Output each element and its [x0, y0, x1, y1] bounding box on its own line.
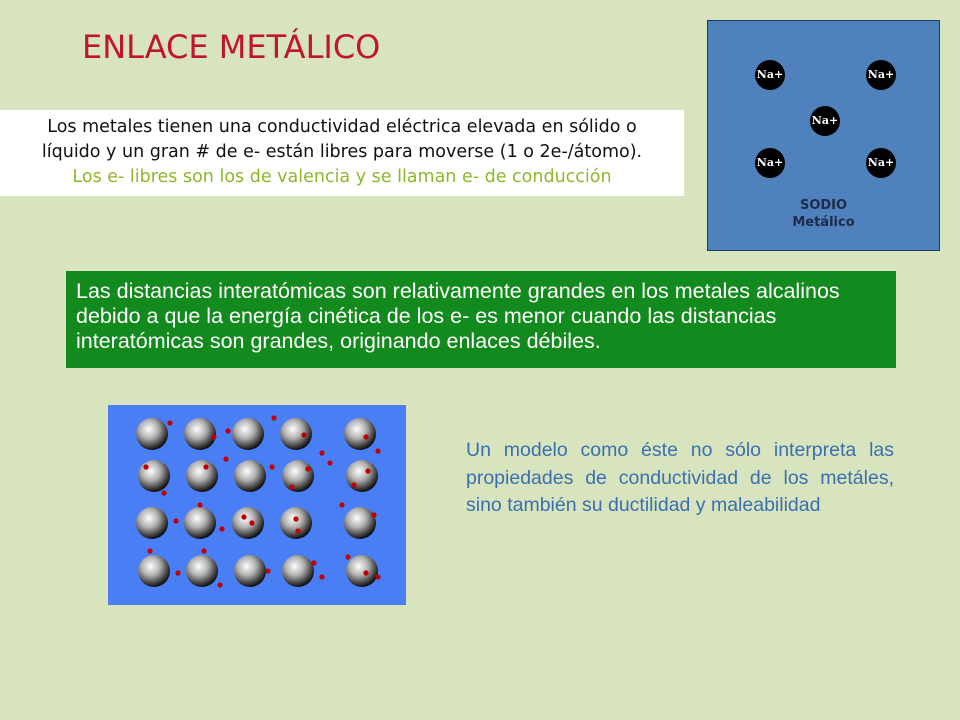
- atom: [136, 507, 168, 539]
- free-electron: [143, 464, 148, 469]
- atom: [344, 507, 376, 539]
- sodium-caption: [708, 197, 939, 231]
- intro-text-box: [0, 110, 684, 196]
- sodium-ion: Na+: [866, 148, 896, 178]
- free-electron: [225, 428, 230, 433]
- electron-sea-model: [108, 405, 406, 605]
- interatomic-distance-note: Las distancias interatómicas son relativamente grandes en los metales alcalinos debido a que la energía cinética de los e- es menor cuando las distancias interatómicas son grandes, originando enlaces débiles.: [66, 271, 896, 368]
- sodium-ion: Na+: [866, 60, 896, 90]
- atom: [232, 418, 264, 450]
- free-electron: [363, 570, 368, 575]
- free-electron: [351, 482, 356, 487]
- free-electron: [249, 520, 254, 525]
- free-electron: [211, 434, 216, 439]
- atom: [138, 460, 170, 492]
- model-description: Un modelo como éste no sólo interpreta las propiedades de conductividad de los metáles, sino también su ductilidad y maleabilidad: [466, 439, 894, 516]
- free-electron: [241, 514, 246, 519]
- free-electron: [371, 512, 376, 517]
- atom: [184, 507, 216, 539]
- free-electron: [289, 484, 294, 489]
- sodium-ion: Na+: [755, 60, 785, 90]
- free-electron: [161, 490, 166, 495]
- free-electron: [271, 415, 276, 420]
- page-title: ENLACE METÁLICO: [82, 28, 381, 66]
- free-electron: [339, 502, 344, 507]
- intro-line-3: Los e- libres son los de valencia y se llaman e- de conducción: [72, 167, 612, 187]
- free-electron: [305, 466, 310, 471]
- sodium-caption-line-2: Metálico: [792, 215, 855, 230]
- atom: [346, 460, 378, 492]
- intro-line-2: líquido y un gran # de e- están libres para moverse (1 o 2e-/átomo).: [41, 142, 643, 162]
- atom: [186, 555, 218, 587]
- free-electron: [217, 582, 222, 587]
- free-electron: [311, 560, 316, 565]
- atom: [186, 460, 218, 492]
- free-electron: [175, 570, 180, 575]
- atom: [344, 418, 376, 450]
- free-electron: [363, 434, 368, 439]
- free-electron: [345, 554, 350, 559]
- free-electron: [375, 574, 380, 579]
- sodium-caption-line-1: SODIO: [799, 198, 848, 213]
- atom: [346, 555, 378, 587]
- free-electron: [197, 502, 202, 507]
- atom: [282, 555, 314, 587]
- sodium-ion: Na+: [810, 106, 840, 136]
- atom: [234, 555, 266, 587]
- atom: [282, 460, 314, 492]
- sodium-metal-diagram: [707, 20, 940, 251]
- free-electron: [269, 464, 274, 469]
- free-electron: [219, 526, 224, 531]
- atom: [280, 418, 312, 450]
- atom: [232, 507, 264, 539]
- free-electron: [147, 548, 152, 553]
- free-electron: [265, 568, 270, 573]
- atom: [280, 507, 312, 539]
- free-electron: [293, 516, 298, 521]
- atom: [136, 418, 168, 450]
- free-electron: [319, 450, 324, 455]
- intro-line-1: Los metales tienen una conductividad eléctrica elevada en sólido o: [47, 117, 637, 137]
- free-electron: [173, 518, 178, 523]
- free-electron: [201, 548, 206, 553]
- free-electron: [365, 468, 370, 473]
- atom: [234, 460, 266, 492]
- atom: [184, 418, 216, 450]
- electron-sea-illustration: [108, 405, 406, 605]
- free-electron: [375, 448, 380, 453]
- free-electron: [223, 456, 228, 461]
- free-electron: [167, 420, 172, 425]
- free-electron: [301, 432, 306, 437]
- atom: [138, 555, 170, 587]
- free-electron: [203, 464, 208, 469]
- free-electron: [319, 574, 324, 579]
- free-electron: [295, 528, 300, 533]
- free-electron: [327, 460, 332, 465]
- sodium-ion: Na+: [755, 148, 785, 178]
